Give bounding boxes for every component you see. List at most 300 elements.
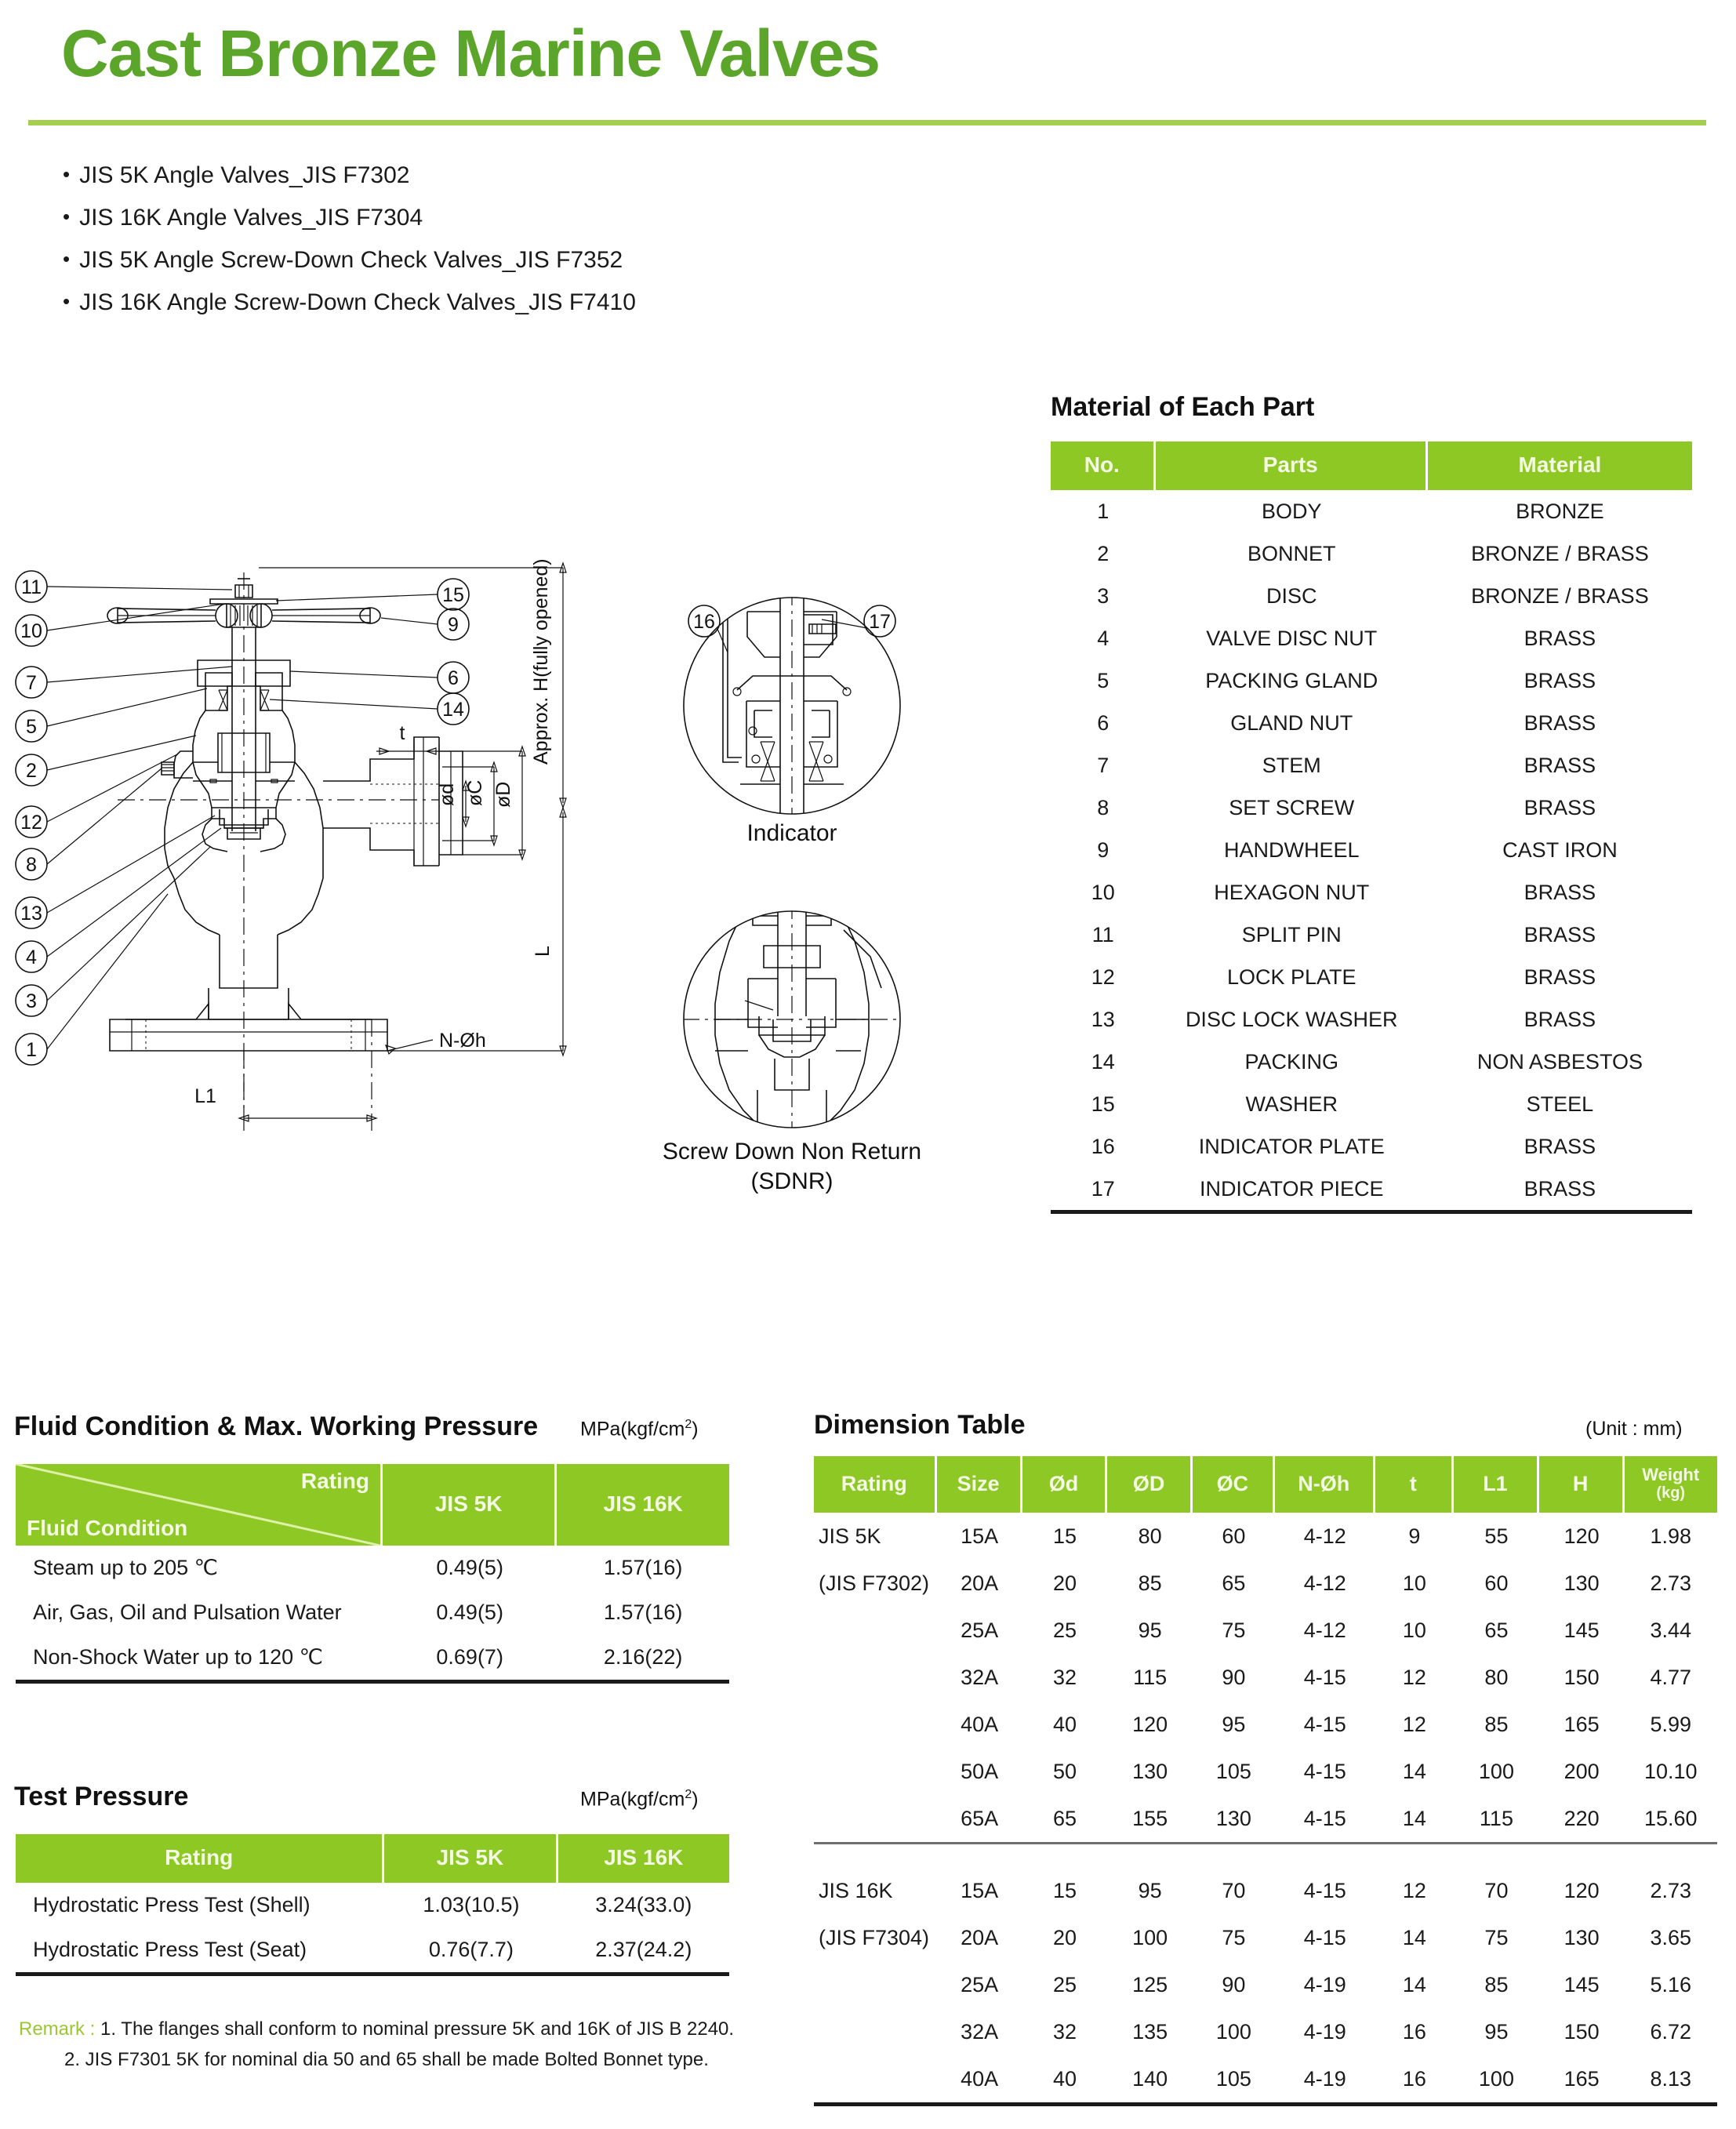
cell-part: SET SCREW (1156, 787, 1428, 829)
dim-label-oc: øC (464, 779, 486, 806)
cell-h: 120 (1539, 1513, 1625, 1560)
svg-text:15: 15 (442, 584, 464, 606)
table-row (1051, 829, 1692, 871)
test-pressure-table (16, 1834, 729, 1976)
cell-bigc: 60 (1193, 1513, 1275, 1560)
group-divider-rule (814, 1842, 1717, 1867)
remark-label: Remark : (19, 2018, 96, 2040)
cell-h: 145 (1539, 1961, 1625, 2008)
dim-label-l1: L1 (194, 1085, 216, 1107)
cell-no: 3 (1051, 575, 1156, 617)
cell-l1: 60 (1454, 1560, 1539, 1607)
cell-no: 17 (1051, 1168, 1156, 1210)
cell-t: 14 (1375, 1914, 1454, 1961)
cell-t: 14 (1375, 1748, 1454, 1795)
cell-t: 10 (1375, 1607, 1454, 1654)
column-header-n-oh: N-Øh (1275, 1456, 1375, 1513)
sdnr-caption-line2: (SDNR) (750, 1168, 833, 1194)
svg-text:13: 13 (20, 903, 42, 925)
cell-weight: 2.73 (1625, 1867, 1718, 1914)
column-header-jis16k: JIS 16K (558, 1834, 729, 1883)
svg-text:4: 4 (26, 946, 37, 968)
table-row (814, 1748, 1717, 1795)
balloon-group-right (270, 579, 469, 725)
cell-material: CAST IRON (1428, 829, 1692, 871)
cell-part: SPLIT PIN (1156, 914, 1428, 956)
cell-bigd: 120 (1107, 1701, 1193, 1748)
cell-od: 32 (1022, 1654, 1108, 1701)
test-pressure-heading: Test Pressure (14, 1782, 189, 1811)
table-row (16, 1635, 729, 1680)
balloon-12 (16, 754, 177, 837)
cell-rating-empty (814, 1607, 937, 1654)
cell-no: 8 (1051, 787, 1156, 829)
material-table-header-row (1051, 441, 1692, 490)
svg-text:5: 5 (26, 716, 37, 738)
cell-l1: 65 (1454, 1607, 1539, 1654)
cell-jis5k: 0.69(7) (383, 1635, 557, 1680)
cell-bigd: 115 (1107, 1654, 1193, 1701)
cell-l1: 80 (1454, 1654, 1539, 1701)
cell-t: 12 (1375, 1654, 1454, 1701)
balloon-6 (290, 662, 469, 693)
cell-bigd: 95 (1107, 1867, 1193, 1914)
cell-material: NON ASBESTOS (1428, 1041, 1692, 1083)
cell-noh: 4-15 (1275, 1867, 1375, 1914)
table-row (814, 1513, 1717, 1560)
cell-jis16k: 3.24(33.0) (558, 1883, 729, 1927)
cell-bigd: 85 (1107, 1560, 1193, 1607)
svg-text:7: 7 (26, 672, 37, 694)
cell-no: 16 (1051, 1125, 1156, 1168)
svg-text:8: 8 (26, 854, 37, 876)
table-bottom-rule (814, 2102, 1717, 2129)
cell-bigc: 90 (1193, 1961, 1275, 2008)
sdnr-caption-line1: Screw Down Non Return (662, 1139, 922, 1164)
cell-rating-empty (814, 1795, 937, 1842)
cell-material: BRASS (1428, 659, 1692, 702)
cell-part: LOCK PLATE (1156, 956, 1428, 998)
cell-bigd: 140 (1107, 2055, 1193, 2102)
cell-size: 15A (937, 1513, 1022, 1560)
cell-bigc: 100 (1193, 2008, 1275, 2055)
cell-bigc: 65 (1193, 1560, 1275, 1607)
cell-od: 25 (1022, 1607, 1108, 1654)
column-header-rating: Rating (16, 1834, 384, 1883)
cell-part: BODY (1156, 490, 1428, 532)
cell-h: 150 (1539, 2008, 1625, 2055)
cell-od: 15 (1022, 1513, 1108, 1560)
cell-bigc: 75 (1193, 1914, 1275, 1961)
column-header-size: Size (937, 1456, 1022, 1513)
cell-rating-standard: (JIS F7304) (814, 1914, 937, 1961)
svg-text:9: 9 (448, 614, 459, 636)
weight-header-bottom: (kg) (1656, 1484, 1686, 1502)
detail-sdnr (663, 902, 921, 1194)
cell-od: 32 (1022, 2008, 1108, 2055)
cell-no: 6 (1051, 702, 1156, 744)
cell-h: 200 (1539, 1748, 1625, 1795)
balloon-2 (16, 736, 196, 786)
cell-noh: 4-12 (1275, 1607, 1375, 1654)
cell-h: 130 (1539, 1560, 1625, 1607)
cell-part: WASHER (1156, 1083, 1428, 1125)
cell-size: 40A (937, 2055, 1022, 2102)
svg-text:6: 6 (448, 667, 459, 689)
table-row (814, 1961, 1717, 2008)
cell-h: 120 (1539, 1867, 1625, 1914)
cell-od: 40 (1022, 2055, 1108, 2102)
cell-l1: 70 (1454, 1867, 1539, 1914)
table-row (1051, 787, 1692, 829)
cell-weight: 10.10 (1625, 1748, 1718, 1795)
weight-header-top: Weight (1642, 1465, 1700, 1484)
cell-bigd: 130 (1107, 1748, 1193, 1795)
cell-noh: 4-19 (1275, 2008, 1375, 2055)
cell-jis5k: 0.49(5) (383, 1546, 557, 1590)
cell-bigc: 105 (1193, 2055, 1275, 2102)
cell-t: 14 (1375, 1961, 1454, 2008)
fluid-table-unit: $MPa(kgf/cm^2)$ (580, 1418, 699, 1441)
cell-bigc: 130 (1193, 1795, 1275, 1842)
sdnr-detail-drawing (682, 902, 902, 1137)
cell-noh: 4-15 (1275, 1701, 1375, 1748)
cell-jis5k: 0.49(5) (383, 1590, 557, 1635)
cell-weight: 5.16 (1625, 1961, 1718, 2008)
cell-material: BRASS (1428, 914, 1692, 956)
balloon-9 (381, 609, 469, 640)
column-header-jis5k: JIS 5K (384, 1834, 557, 1883)
cell-material: BRASS (1428, 744, 1692, 787)
cell-part: HEXAGON NUT (1156, 871, 1428, 914)
table-row (1051, 871, 1692, 914)
cell-no: 12 (1051, 956, 1156, 998)
cell-bigd: 100 (1107, 1914, 1193, 1961)
cell-bigc: 95 (1193, 1701, 1275, 1748)
cell-weight: 3.44 (1625, 1607, 1718, 1654)
table-row (1051, 490, 1692, 532)
table-row (16, 1927, 729, 1972)
table-row (16, 1883, 729, 1927)
cell-no: 4 (1051, 617, 1156, 659)
cell-material: STEEL (1428, 1083, 1692, 1125)
cell-rating: JIS 5K (814, 1513, 937, 1560)
table-row (814, 2008, 1717, 2055)
cell-no: 5 (1051, 659, 1156, 702)
cell-l1: 55 (1454, 1513, 1539, 1560)
cell-rating-empty (814, 1701, 937, 1748)
cell-rating-empty (814, 1961, 937, 2008)
cell-h: 150 (1539, 1654, 1625, 1701)
cell-noh: 4-15 (1275, 1654, 1375, 1701)
table-row (814, 1867, 1717, 1914)
table-row (814, 1654, 1717, 1701)
cell-part: VALVE DISC NUT (1156, 617, 1428, 659)
dim-label-od-small: ød (436, 783, 458, 806)
test-table-header-row (16, 1834, 729, 1883)
cell-bigd: 125 (1107, 1961, 1193, 2008)
cell-h: 145 (1539, 1607, 1625, 1654)
svg-text:2: 2 (26, 760, 37, 782)
balloon-5 (16, 688, 207, 742)
cell-noh: 4-15 (1275, 1748, 1375, 1795)
cell-t: 16 (1375, 2055, 1454, 2102)
cell-noh: 4-15 (1275, 1914, 1375, 1961)
column-header-h: H (1539, 1456, 1625, 1513)
cell-rating-empty (814, 2008, 937, 2055)
table-bottom-rule (16, 1680, 729, 1684)
balloon-15 (276, 579, 469, 610)
cell-t: 16 (1375, 2008, 1454, 2055)
spec-item: • JIS 16K Angle Screw-Down Check Valves_JIS F7410 (63, 281, 925, 323)
svg-text:3: 3 (26, 990, 37, 1012)
cell-part: HANDWHEEL (1156, 829, 1428, 871)
cell-noh: 4-12 (1275, 1513, 1375, 1560)
column-header-jis16k: JIS 16K (557, 1464, 729, 1546)
table-row (1051, 744, 1692, 787)
cell-jis16k: 2.16(22) (557, 1635, 729, 1680)
cell-material: BRASS (1428, 1168, 1692, 1210)
cell-h: 165 (1539, 1701, 1625, 1748)
table-row (814, 1560, 1717, 1607)
table-row (1051, 1168, 1692, 1210)
page-title: Cast Bronze Marine Valves (61, 16, 881, 90)
cell-material: BRONZE / BRASS (1428, 575, 1692, 617)
cell-size: 32A (937, 2008, 1022, 2055)
remark-block (19, 2014, 803, 2075)
cell-t: 10 (1375, 1560, 1454, 1607)
cell-l1: 75 (1454, 1914, 1539, 1961)
cell-bigc: 70 (1193, 1867, 1275, 1914)
column-header-material: Material (1428, 441, 1692, 490)
cell-noh: 4-12 (1275, 1560, 1375, 1607)
cell-od: 25 (1022, 1961, 1108, 2008)
cell-jis5k: 0.76(7.7) (384, 1927, 557, 1972)
indicator-caption: Indicator (746, 820, 837, 846)
cell-weight: 8.13 (1625, 2055, 1718, 2102)
cell-part: PACKING (1156, 1041, 1428, 1083)
cell-h: 220 (1539, 1795, 1625, 1842)
remark-line-1: 1. The flanges shall conform to nominal pressure 5K and 16K of JIS B 2240. (100, 2018, 735, 2040)
cell-size: 65A (937, 1795, 1022, 1842)
cell-part: DISC LOCK WASHER (1156, 998, 1428, 1041)
cell-od: 20 (1022, 1560, 1108, 1607)
dim-label-od-big: øD (492, 781, 514, 808)
table-bottom-rule (1051, 1210, 1692, 1232)
column-header-t: t (1375, 1456, 1454, 1513)
dim-label-n-oh: N-Øh (439, 1030, 486, 1052)
table-bottom-rule (16, 1972, 729, 1976)
svg-text:11: 11 (21, 576, 42, 598)
table-row (1051, 1083, 1692, 1125)
svg-text:14: 14 (442, 699, 464, 721)
spec-item: • JIS 5K Angle Valves_JIS F7302 (63, 154, 925, 196)
dimension-annotations (194, 558, 566, 1131)
cell-weight: 6.72 (1625, 2008, 1718, 2055)
cell-jis5k: 1.03(10.5) (384, 1883, 557, 1927)
column-header-parts: Parts (1156, 441, 1428, 490)
dim-label-l: L (532, 946, 554, 957)
cell-no: 11 (1051, 914, 1156, 956)
cell-size: 40A (937, 1701, 1022, 1748)
cell-bigd: 95 (1107, 1607, 1193, 1654)
cell-size: 20A (937, 1914, 1022, 1961)
svg-text:12: 12 (20, 812, 42, 834)
cell-part: PACKING GLAND (1156, 659, 1428, 702)
cell-od: 50 (1022, 1748, 1108, 1795)
detail-indicator (684, 588, 900, 846)
column-header-l1: L1 (1454, 1456, 1539, 1513)
valve-section-drawing (107, 572, 463, 1114)
cell-test-name: Hydrostatic Press Test (Seat) (16, 1927, 384, 1972)
cell-part: GLAND NUT (1156, 702, 1428, 744)
cell-noh: 4-15 (1275, 1795, 1375, 1842)
cell-condition: Non-Shock Water up to 120 ℃ (16, 1635, 383, 1680)
balloon-11 (16, 571, 232, 602)
cell-part: INDICATOR PLATE (1156, 1125, 1428, 1168)
table-row (1051, 575, 1692, 617)
cell-t: 14 (1375, 1795, 1454, 1842)
spec-item: • JIS 5K Angle Screw-Down Check Valves_JIS F7352 (63, 238, 925, 281)
dim-label-t: t (399, 722, 405, 744)
cell-rating-empty (814, 2055, 937, 2102)
balloon-group-left (16, 571, 232, 1065)
cell-l1: 100 (1454, 2055, 1539, 2102)
column-header-jis5k: JIS 5K (383, 1464, 557, 1546)
table-row (1051, 998, 1692, 1041)
table-row (16, 1546, 729, 1590)
spec-list (63, 154, 925, 323)
table-row (814, 1701, 1717, 1748)
cell-bigd: 135 (1107, 2008, 1193, 2055)
cell-weight: 5.99 (1625, 1701, 1718, 1748)
cell-bigd: 155 (1107, 1795, 1193, 1842)
cell-no: 1 (1051, 490, 1156, 532)
test-pressure-unit: $MPa(kgf/cm^2)$ (580, 1788, 699, 1811)
cell-jis16k: 1.57(16) (557, 1546, 729, 1590)
column-header-oc: ØC (1193, 1456, 1275, 1513)
table-row (1051, 1125, 1692, 1168)
dimension-table-unit: (Unit : mm) (1585, 1418, 1683, 1440)
cell-bigc: 90 (1193, 1654, 1275, 1701)
cell-rating-standard: (JIS F7302) (814, 1560, 937, 1607)
cell-material: BRASS (1428, 617, 1692, 659)
cell-t: 12 (1375, 1701, 1454, 1748)
cell-l1: 95 (1454, 2008, 1539, 2055)
cell-od: 20 (1022, 1914, 1108, 1961)
cell-part: BONNET (1156, 532, 1428, 575)
cell-bigc: 105 (1193, 1748, 1275, 1795)
cell-test-name: Hydrostatic Press Test (Shell) (16, 1883, 384, 1927)
cell-material: BRONZE / BRASS (1428, 532, 1692, 575)
diagonal-header-cell (16, 1464, 383, 1546)
table-row (814, 1914, 1717, 1961)
cell-t: 9 (1375, 1513, 1454, 1560)
spec-item: • JIS 16K Angle Valves_JIS F7304 (63, 196, 925, 238)
balloon-4 (16, 828, 221, 972)
cell-od: 65 (1022, 1795, 1108, 1842)
table-row (1051, 702, 1692, 744)
cell-weight: 1.98 (1625, 1513, 1718, 1560)
column-header-od-small: Ød (1022, 1456, 1108, 1513)
cell-jis16k: 2.37(24.2) (558, 1927, 729, 1972)
cell-condition: Air, Gas, Oil and Pulsation Water (16, 1590, 383, 1635)
cell-weight: 3.65 (1625, 1914, 1718, 1961)
cell-material: BRASS (1428, 871, 1692, 914)
remark-line-2: 2. JIS F7301 5K for nominal dia 50 and 65 shall be made Bolted Bonnet type. (64, 2049, 709, 2070)
balloon-7 (16, 667, 232, 698)
column-header-od-big: ØD (1107, 1456, 1193, 1513)
cell-condition: Steam up to 205 ℃ (16, 1546, 383, 1590)
cell-material: BRASS (1428, 702, 1692, 744)
table-row (1051, 532, 1692, 575)
svg-text:10: 10 (20, 620, 42, 642)
cell-weight: 2.73 (1625, 1560, 1718, 1607)
indicator-detail-drawing (723, 588, 851, 823)
svg-text:1: 1 (26, 1039, 37, 1061)
valve-drawing-area (0, 549, 1035, 1255)
fluid-table-heading: Fluid Condition & Max. Working Pressure (14, 1411, 539, 1441)
balloon-17: 17 (869, 611, 891, 633)
cell-no: 14 (1051, 1041, 1156, 1083)
material-table-heading: Material of Each Part (1051, 392, 1315, 422)
cell-jis16k: 1.57(16) (557, 1590, 729, 1635)
cell-no: 13 (1051, 998, 1156, 1041)
title-divider (28, 120, 1706, 125)
balloon-16: 16 (693, 611, 715, 633)
cell-rating-empty (814, 1654, 937, 1701)
cell-l1: 85 (1454, 1961, 1539, 2008)
cell-rating: JIS 16K (814, 1867, 937, 1914)
cell-l1: 85 (1454, 1701, 1539, 1748)
table-row (16, 1590, 729, 1635)
cell-no: 2 (1051, 532, 1156, 575)
cell-part: STEM (1156, 744, 1428, 787)
table-row (1051, 617, 1692, 659)
table-row (1051, 659, 1692, 702)
cell-bigd: 80 (1107, 1513, 1193, 1560)
cell-t: 12 (1375, 1867, 1454, 1914)
cell-no: 9 (1051, 829, 1156, 871)
cell-material: BRONZE (1428, 490, 1692, 532)
column-header-rating: Rating (814, 1456, 937, 1513)
table-row (1051, 914, 1692, 956)
cell-part: INDICATOR PIECE (1156, 1168, 1428, 1210)
cell-rating-empty (814, 1748, 937, 1795)
cell-h: 165 (1539, 2055, 1625, 2102)
cell-bigc: 75 (1193, 1607, 1275, 1654)
cell-size: 50A (937, 1748, 1022, 1795)
cell-od: 40 (1022, 1701, 1108, 1748)
dimension-table-heading: Dimension Table (814, 1410, 1026, 1440)
cell-part: DISC (1156, 575, 1428, 617)
cell-material: BRASS (1428, 998, 1692, 1041)
cell-noh: 4-19 (1275, 1961, 1375, 2008)
column-header-no: No. (1051, 441, 1156, 490)
cell-weight: 4.77 (1625, 1654, 1718, 1701)
cell-od: 15 (1022, 1867, 1108, 1914)
cell-no: 7 (1051, 744, 1156, 787)
cell-no: 10 (1051, 871, 1156, 914)
table-row (814, 1795, 1717, 1842)
cell-l1: 115 (1454, 1795, 1539, 1842)
cell-material: BRASS (1428, 956, 1692, 998)
cell-noh: 4-19 (1275, 2055, 1375, 2102)
table-row (1051, 1041, 1692, 1083)
table-row (814, 1607, 1717, 1654)
cell-l1: 100 (1454, 1748, 1539, 1795)
column-header-weight (1625, 1456, 1718, 1513)
